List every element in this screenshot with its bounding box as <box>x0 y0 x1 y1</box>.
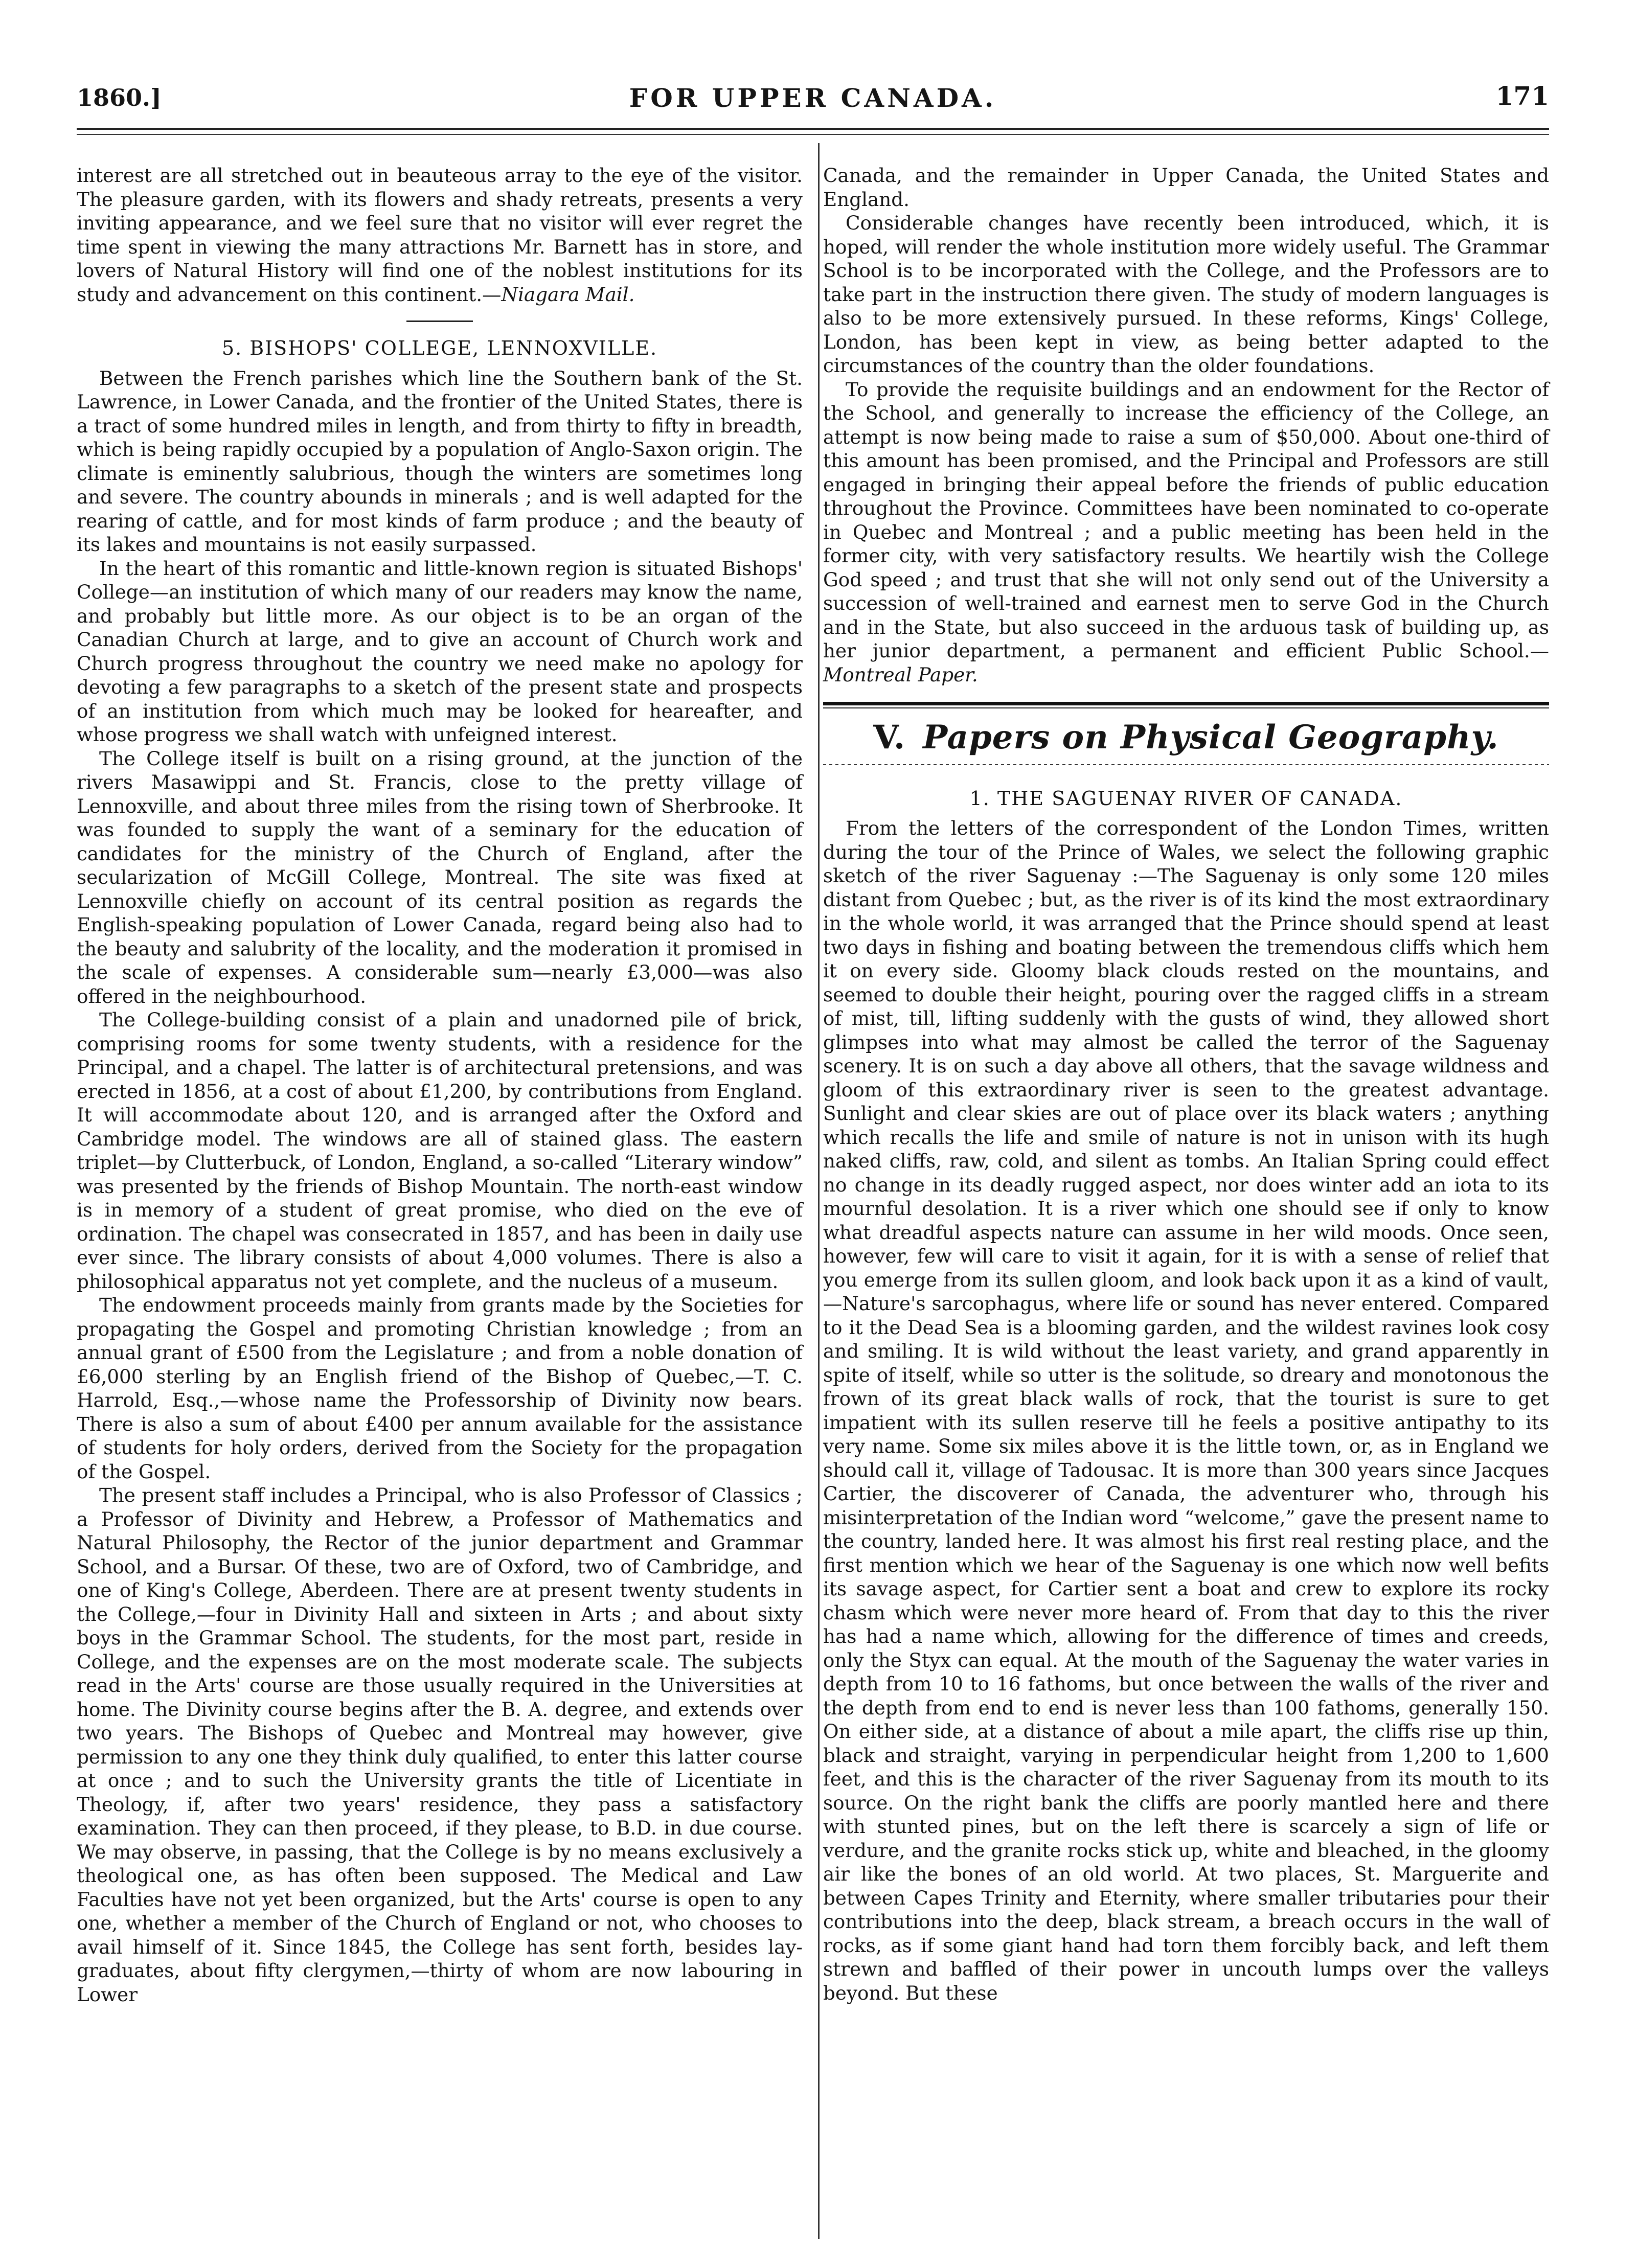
saguenay-paragraph: From the letters of the correspondent of the London Times, written during the tour of the Prince of Wales, we select the following graphic sketch of the river Saguenay :—The Saguenay is only some 120 miles distant from Quebec ; but, as the river is of its kind the most extraordinary in the whole world, it was arranged that the Prince should spend at least two days in fishing and boating between the tremendous cliffs which hem it on every side. Gloomy black clouds rested on the mountains, and seemed to double their height, pouring over the ragged cliffs in a stream of mist, till, lifting suddenly with the gusts of wind, they allowed short glimpses into what may almost be called the terror of the Saguenay scenery. It is on such a day above all others, that the savage wildness and gloom of this extraordinary river is seen to the greatest advantage. Sunlight and clear skies are out of place over its black waters ; anything which recalls the life and smile of nature is not in unison with its hugh naked cliffs, raw, cold, and silent as tombs. An Italian Spring could effect no change in its deadly rugged aspect, nor does winter add an iota to its mournful desolation. It is a river which one should see if only to know what dreadful aspects nature can assume in her wild moods. Once seen, however, few will care to visit it again, for it is with a sense of relief that you emerge from its sullen gloom, and look back upon it as a kind of vault,—Nature's sarcophagus, where life or sound has never entered. Compared to it the Dead Sea is a blooming garden, and the wildest ravines look cosy and smiling. It is wild without the least variety, and grand apparently in spite of itself, while so utter is the solitude, so dreary and monotonous the frown of its great black walls of rock, that the tourist is sure to get impatient with its sullen reserve till he feels a positive antipathy to its very name. Some six miles above it is the little town, or, as in England we should call it, village of Tadousac. It is more than 300 years since Jacques Cartier, the discoverer of Canada, the adventurer who, through his misinterpretation of the Indian word “welcome,” gave the present name to the country, landed here. It was almost his first real resting place, and the first mention which we hear of the Saguenay is one which now well befits its savage aspect, for Cartier sent a boat and crew to explore its rocky chasm which were never more heard of. From that day to this the river has had a name which, allowing for the difference of times and creeds, only the Styx can equal. At the mouth of the Saguenay the water varies in depth from 10 to 16 fathoms, but once between the walls of the river and the depth from end to end is never less than 100 fathoms, generally 150. On either side, at a distance of about a mile apart, the cliffs rise up thin, black and straight, varying in perpendicular height from 1,200 to 1,600 feet, and this is the character of the river Saguenay from its mouth to its source. On the right bank the cliffs are poorly mantled here and there with stunted pines, but on the left there is scarcely a sign of life or verdure, and the granite rocks stick up, white and bleached, in the gloomy air like the bones of an old world. At two places, St. Marguerite and between Capes Trinity and Eternity, where smaller tributaries pour their contributions into the deep, black stream, a breach occurs in the wall of rocks, as if some giant hand had torn them forcibly back, and left them strewn and baffled of their power in uncouth lumps over the valleys beyond. But these <box>823 817 1549 2004</box>
paragraph: The present staff includes a Principal, who is also Professor of Classics ; a Professor of Divinity and Hebrew, a Professor of Mathematics and Natural Philosophy, the Rector of the junior department and Grammar School, and a Bursar. Of these, two are of Oxford, two of Cambridge, and one of King's College, Aberdeen. There are at present twenty students in the College,—four in Divinity Hall and sixteen in Arts ; and about sixty boys in the Grammar School. The students, for the most part, reside in College, and the expenses are on the most moderate scale. The subjects read in the Arts' course are those usually required in the Universities at home. The Divinity course begins after the B. A. degree, and extends over two years. The Bishops of Quebec and Montreal may however, give permission to any one they think duly qualified, to enter this latter course at once ; and to such the University grants the title of Licentiate in Theology, if, after two years' residence, they pass a satisfactory examination. They can then proceed, if they please, to B.D. in due course. We may observe, in passing, that the College is by no means exclusively a theological one, as has often been supposed. The Medical and Law Faculties have not yet been organized, but the Arts' course is open to any one, whether a member of the Church of England or not, who chooses to avail himself of it. Since 1845, the College has sent forth, besides lay-graduates, about fifty clergymen,—thirty of whom are now labouring in Lower <box>77 1484 803 2006</box>
part-rule <box>823 702 1549 705</box>
intro-source: Niagara Mail. <box>501 283 635 306</box>
intro-text: interest are all stretched out in beauteous array to the eye of the visitor. The pleasure garden, with its flowers and shady retreats, presents a very inviting appearance, and we feel sure that no visitor will ever regret the time spent in viewing the many attractions Mr. Barnett has in store, and lovers of Natural History will find one of the noblest institutions for its study and advancement on this continent.— <box>77 164 803 306</box>
paragraph: Between the French parishes which line the Southern bank of the St. Lawrence, in Lower Canada, and the frontier of the United States, there is a tract of some hundred miles in length, and from thirty to fifty in breadth, which is being rapidly occupied by a population of Anglo-Saxon origin. The climate is eminently salubrious, though the winters are sometimes long and severe. The country abounds in minerals ; and is well adapted for the rearing of cattle, and for most kinds of farm produce ; and the beauty of its lakes and mountains is not easily surpassed. <box>77 366 803 556</box>
paragraph-with-source <box>823 378 1549 687</box>
header-year: 1860.] <box>77 84 162 111</box>
section-separator <box>406 320 473 322</box>
paragraph: Considerable changes have recently been introduced, which, it is hoped, will render the whole institution more widely useful. The Grammar School is to be incorporated with the College, and the Professors are to take part in the instruction there given. The study of modern languages is also to be more extensively pursued. In these reforms, Kings' College, London, has been kept in view, as being better adapted to the circumstances of the country than the older foundations. <box>823 212 1549 377</box>
header-title: FOR UPPER CANADA. <box>629 83 997 113</box>
column-divider <box>818 143 820 2239</box>
left-column <box>77 164 803 2006</box>
running-header <box>77 77 1549 118</box>
paragraph: The endowment proceeds mainly from grants made by the Societies for propagating the Gospel and promoting Christian knowledge ; from an annual grant of £500 from the Legislature ; and from a noble donation of £6,000 sterling by an English friend of the Bishop of Quebec,—T. C. Harrold, Esq.,—whose name the Professorship of Divinity now bears. There is also a sum of about £400 per annum available for the assistance of students for holy orders, derived from the Society for the propagation of the Gospel. <box>77 1294 803 1483</box>
closing-source: Montreal Paper. <box>823 663 978 686</box>
paragraph: In the heart of this romantic and little-known region is situated Bishops' College—an institution of which many of our readers may know the name, and probably but little more. As our object is to be an organ of the Canadian Church at large, and to give an account of Church work and Church progress throughout the country we need make no apology for devoting a few paragraphs to a sketch of the present state and prospects of an institution from which much may be looked for heareafter, and whose progress we shall watch with unfeigned interest. <box>77 557 803 746</box>
header-rule-thin <box>77 134 1549 135</box>
intro-paragraph <box>77 164 803 306</box>
paragraph-text: To provide the requisite buildings and an endowment for the Rector of the School, and generally to increase the efficiency of the College, an attempt is now being made to raise a sum of $50,000. About one-third of this amount has been promised, and the Principal and Professors are still engaged in bringing their appeal before the friends of public education throughout the Province. Committees have been nominated to co-operate in Quebec and Montreal ; and a public meeting has been held in the former city, with very satisfactory results. We heartily wish the College God speed ; and trust that she will not only send out of the University a succession of well-trained and earnest men to serve God in the Church and in the State, but also succeed in the arduous task of building up, as her junior department, a permanent and efficient Public School.— <box>823 378 1549 662</box>
part-title: Papers on Physical Geography. <box>923 718 1499 757</box>
paragraph: The College itself is built on a rising ground, at the junction of the rivers Masawippi and St. Francis, close to the pretty village of Lennoxville, and about three miles from the rising town of Sherbrooke. It was founded to supply the want of a seminary for the education of candidates for the ministry of the Church of England, after the secularization of McGill College, Montreal. The site was fixed at Lennoxville chiefly on account of its central position as regards the English-speaking population of Lower Canada, regard being also had to the beauty and salubrity of the locality, and the moderation it promised in the scale of expenses. A considerable sum—nearly £3,000—was also offered in the neighbourhood. <box>77 747 803 1007</box>
page-number: 171 <box>1495 81 1549 111</box>
section-heading-bishops-college: 5. BISHOPS' COLLEGE, LENNOXVILLE. <box>221 337 658 359</box>
section-heading-saguenay: 1. THE SAGUENAY RIVER OF CANADA. <box>969 787 1403 810</box>
paragraph: The College-building consist of a plain and unadorned pile of brick, comprising rooms for some twenty students, with a residence for the Principal, and a chapel. The latter is of architectural pretensions, and was erected in 1856, at a cost of about £1,200, by contributions from England. It will accommodate about 120, and is arranged after the Oxford and Cambridge model. The windows are all of stained glass. The eastern triplet—by Clutterbuck, of London, England, a so-called “Literary window” was presented by the friends of Bishop Mountain. The north-east window is in memory of a student of great promise, who died on the eve of ordination. The chapel was consecrated in 1857, and has been in daily use ever since. The library consists of about 4,000 volumes. There is also a philosophical apparatus not yet complete, and the nucleus of a museum. <box>77 1009 803 1293</box>
part-heading <box>823 718 1549 757</box>
paragraph: Canada, and the remainder in Upper Canada, the United States and England. <box>823 164 1549 211</box>
wavy-rule <box>823 762 1549 767</box>
right-column <box>823 164 1549 2005</box>
part-rule-thin <box>823 707 1549 708</box>
part-numeral: V. <box>873 718 906 757</box>
header-rule <box>77 128 1549 130</box>
